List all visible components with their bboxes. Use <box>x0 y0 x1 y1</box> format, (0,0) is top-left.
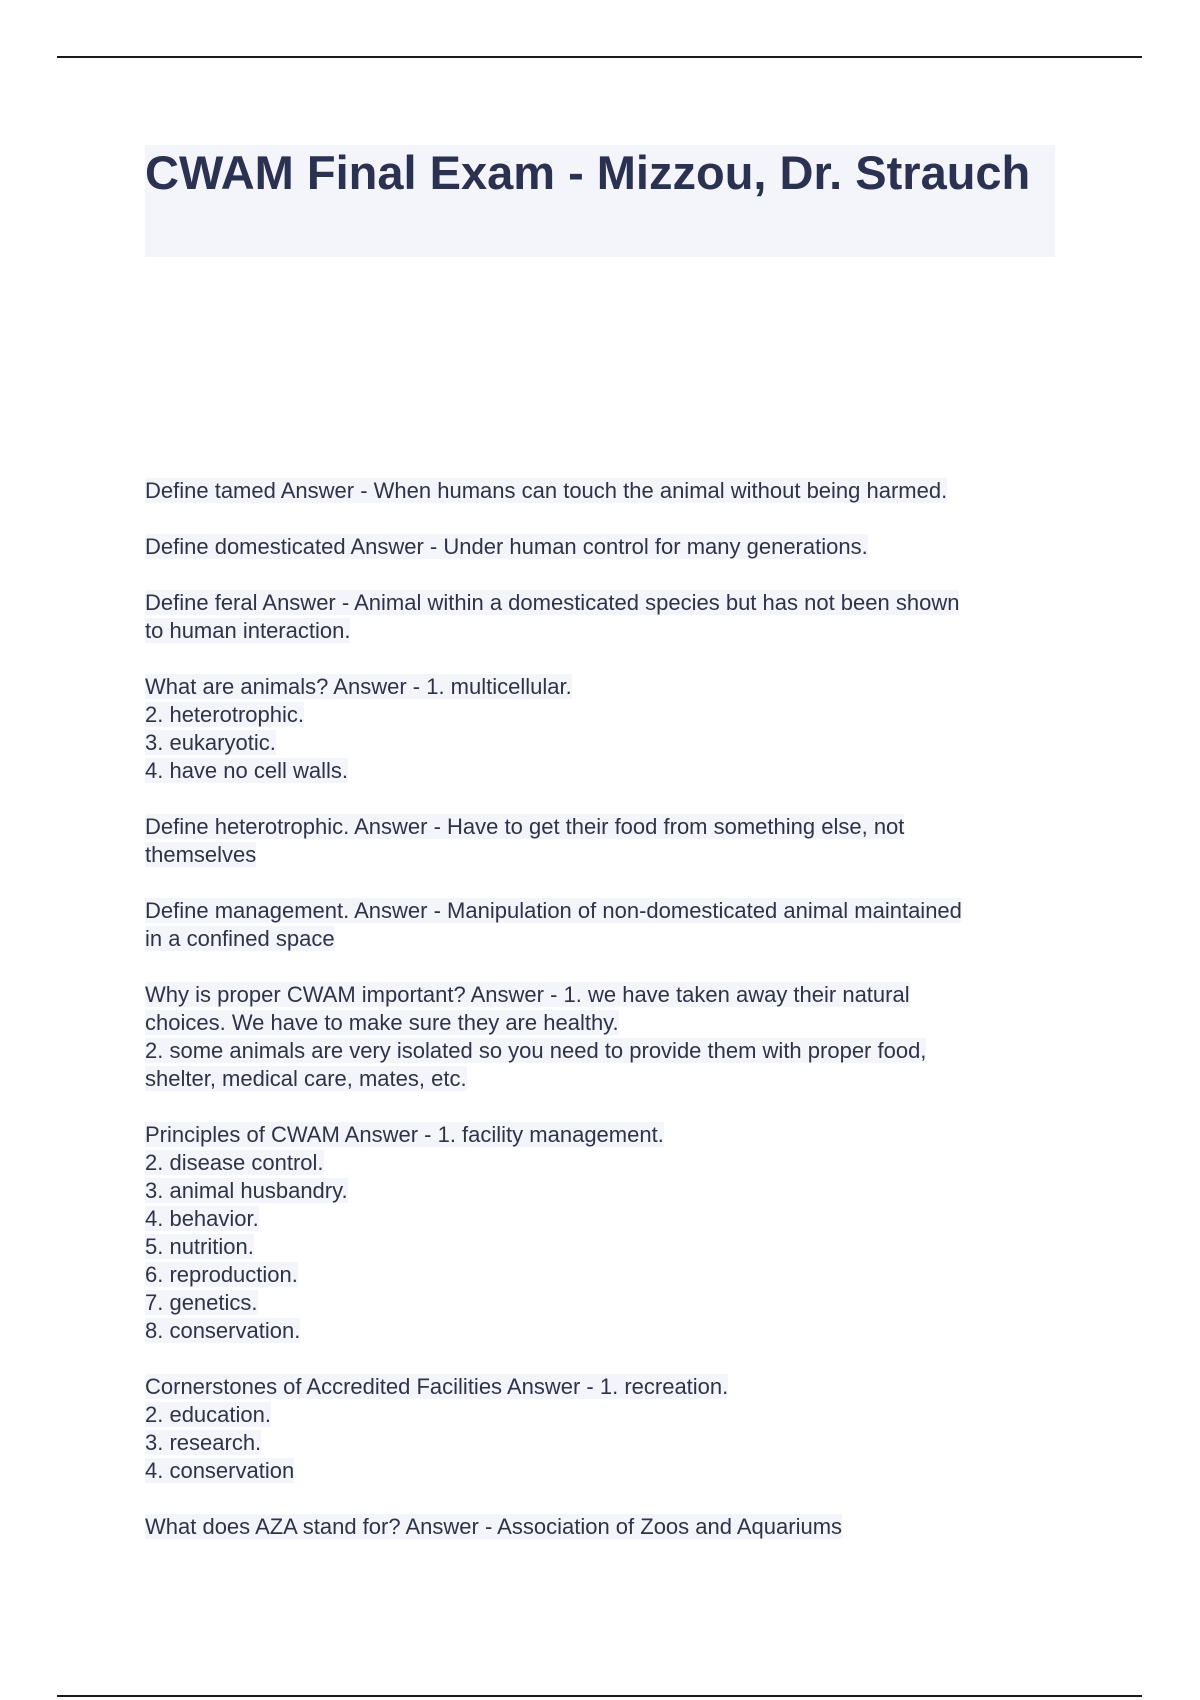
title-block <box>145 145 1055 257</box>
top-rule <box>57 56 1142 58</box>
qa-line <box>145 1289 1065 1317</box>
qa-line <box>145 701 1065 729</box>
qa-line-text: 2. disease control. <box>145 1150 324 1175</box>
qa-item <box>145 673 1065 785</box>
qa-line <box>145 589 1065 617</box>
qa-line-text: 2. some animals are very isolated so you need to provide them with proper food, <box>145 1038 927 1063</box>
qa-line-text: themselves <box>145 842 257 867</box>
qa-line <box>145 1429 1065 1457</box>
qa-line-text: Define management. Answer - Manipulation of non-domesticated animal maintained <box>145 898 962 923</box>
qa-line-text: What does AZA stand for? Answer - Association of Zoos and Aquariums <box>145 1514 843 1539</box>
qa-line-text: 3. eukaryotic. <box>145 730 276 755</box>
qa-line-text: Define domesticated Answer - Under human control for many generations. <box>145 534 868 559</box>
qa-line-text: choices. We have to make sure they are healthy. <box>145 1010 619 1035</box>
qa-line <box>145 813 1065 841</box>
qa-line <box>145 897 1065 925</box>
qa-line-text: Define feral Answer - Animal within a domesticated species but has not been shown <box>145 590 960 615</box>
qa-line-text: Why is proper CWAM important? Answer - 1. we have taken away their natural <box>145 982 910 1007</box>
qa-line-text: 7. genetics. <box>145 1290 258 1315</box>
page-title: CWAM Final Exam - Mizzou, Dr. Strauch <box>145 146 1031 199</box>
qa-line-text: 5. nutrition. <box>145 1234 254 1259</box>
qa-line <box>145 477 1065 505</box>
qa-line-text: 2. education. <box>145 1402 271 1427</box>
qa-line <box>145 1401 1065 1429</box>
qa-item <box>145 897 1065 953</box>
qa-line <box>145 673 1065 701</box>
qa-line-text: 2. heterotrophic. <box>145 702 304 727</box>
qa-line-text: in a confined space <box>145 926 335 951</box>
qa-item <box>145 1373 1065 1485</box>
qa-line-text: 3. animal husbandry. <box>145 1178 348 1203</box>
qa-line-text: Principles of CWAM Answer - 1. facility management. <box>145 1122 664 1147</box>
qa-line <box>145 1009 1065 1037</box>
qa-line-text: shelter, medical care, mates, etc. <box>145 1066 467 1091</box>
qa-line-text: 3. research. <box>145 1430 262 1455</box>
qa-line-text: 4. conservation <box>145 1458 295 1483</box>
qa-line <box>145 1065 1065 1093</box>
qa-line-text: Define heterotrophic. Answer - Have to get their food from something else, not <box>145 814 905 839</box>
qa-item <box>145 1513 1065 1541</box>
qa-line <box>145 1205 1065 1233</box>
bottom-rule <box>57 1695 1142 1697</box>
qa-item <box>145 533 1065 561</box>
qa-line <box>145 1373 1065 1401</box>
qa-item <box>145 589 1065 645</box>
qa-line-text: 4. have no cell walls. <box>145 758 348 783</box>
qa-item <box>145 981 1065 1093</box>
qa-line-text: 8. conservation. <box>145 1318 301 1343</box>
qa-item <box>145 1121 1065 1345</box>
qa-line <box>145 1149 1065 1177</box>
qa-line <box>145 617 1065 645</box>
qa-line-text: Define tamed Answer - When humans can touch the animal without being harmed. <box>145 478 948 503</box>
qa-line <box>145 841 1065 869</box>
qa-item <box>145 477 1065 505</box>
qa-line <box>145 757 1065 785</box>
qa-list <box>145 477 1065 1569</box>
qa-line <box>145 533 1065 561</box>
qa-line <box>145 729 1065 757</box>
qa-line-text: to human interaction. <box>145 618 351 643</box>
qa-item <box>145 813 1065 869</box>
qa-line <box>145 1317 1065 1345</box>
qa-line <box>145 1037 1065 1065</box>
qa-line <box>145 981 1065 1009</box>
qa-line <box>145 1513 1065 1541</box>
qa-line-text: 4. behavior. <box>145 1206 259 1231</box>
qa-line-text: What are animals? Answer - 1. multicellular. <box>145 674 572 699</box>
qa-line <box>145 1177 1065 1205</box>
qa-line <box>145 1233 1065 1261</box>
qa-line-text: Cornerstones of Accredited Facilities Answer - 1. recreation. <box>145 1374 729 1399</box>
qa-line <box>145 925 1065 953</box>
qa-line-text: 6. reproduction. <box>145 1262 298 1287</box>
qa-line <box>145 1457 1065 1485</box>
qa-line <box>145 1121 1065 1149</box>
qa-line <box>145 1261 1065 1289</box>
